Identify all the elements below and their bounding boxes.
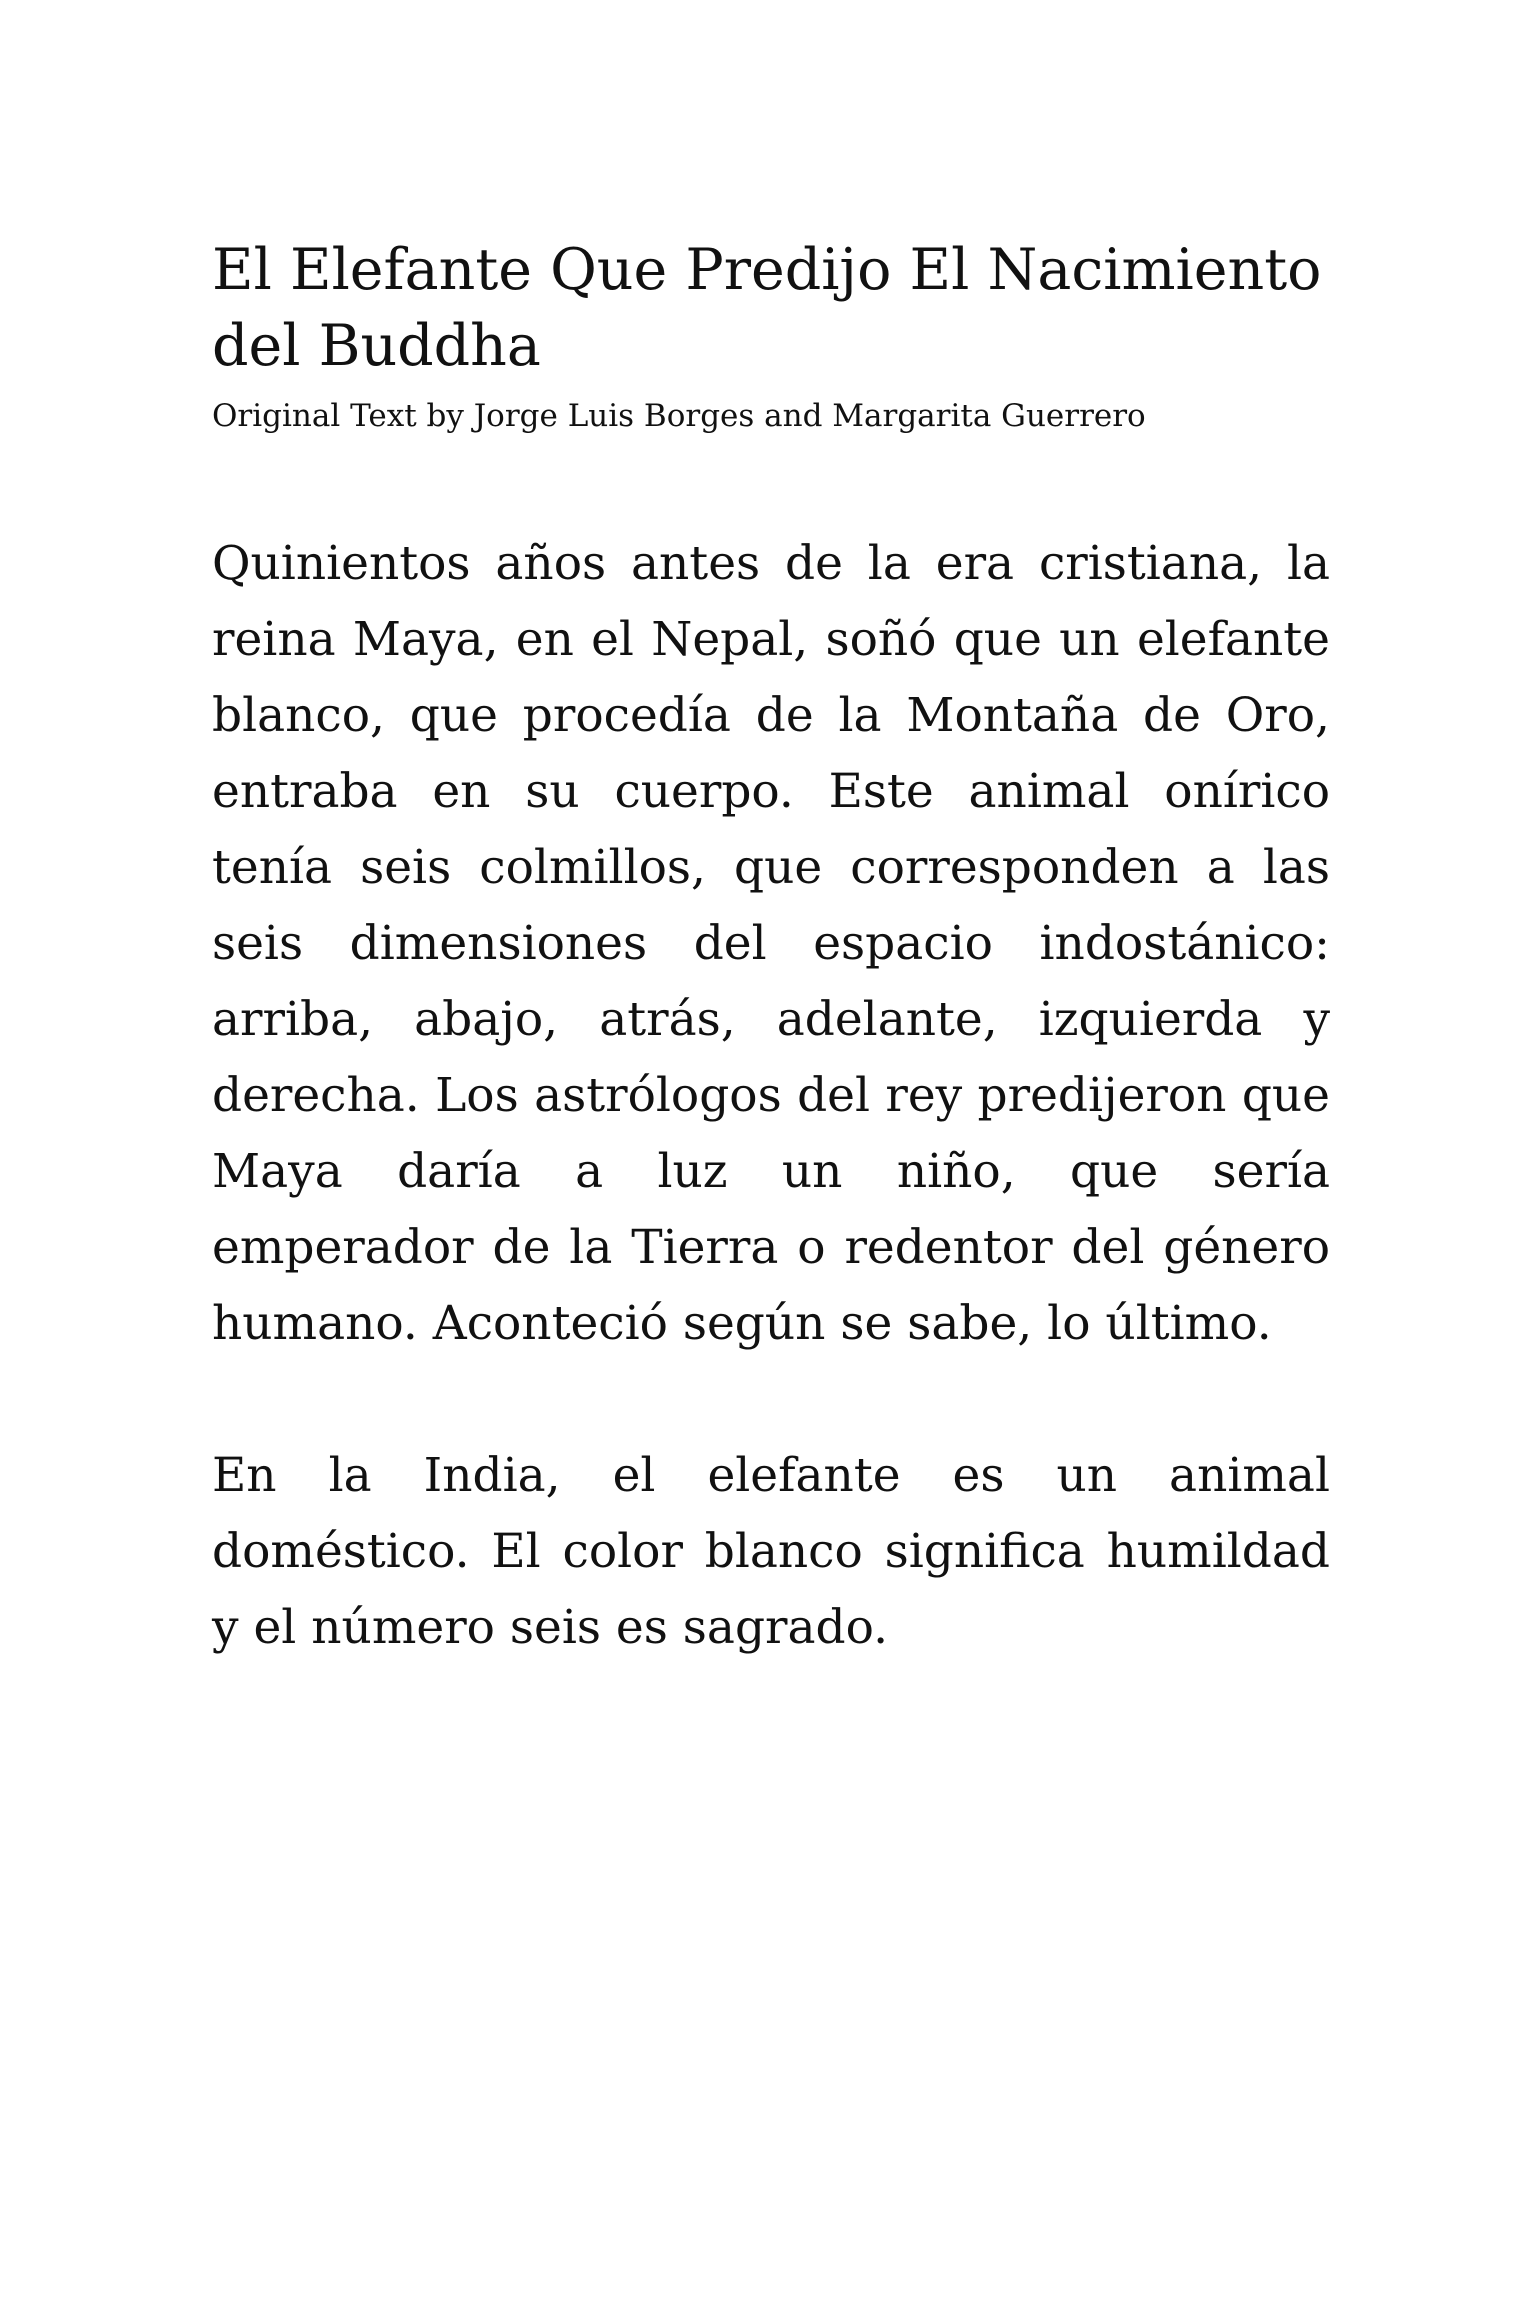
paragraph-1: Quinientos años antes de la era cristiana, la reina Maya, en el Nepal, soñó que un elefante blanco, que procedía de la Montaña de Oro, entraba en su cuerpo. Este animal onírico tenía seis colmillos, que corresponden a las seis dimensiones del espacio indostánico: arriba, abajo, atrás, adelante, izquierda y derecha. Los astrólogos del rey predijeron que Maya daría a luz un niño, que sería emperador de la Tierra o redentor del género humano. Aconteció según se sabe, lo último. [212,536,1330,1351]
page-title: El Elefante Que Predijo El Nacimiento del Buddha [212,237,1322,379]
document-page [212,232,1330,1666]
story-body [212,526,1330,1666]
paragraph-2: En la India, el elefante es un animal doméstico. El color blanco significa humildad y el número seis es sagrado. [212,1448,1330,1655]
attribution-subtitle: Original Text by Jorge Luis Borges and Margarita Guerrero [212,398,1146,434]
